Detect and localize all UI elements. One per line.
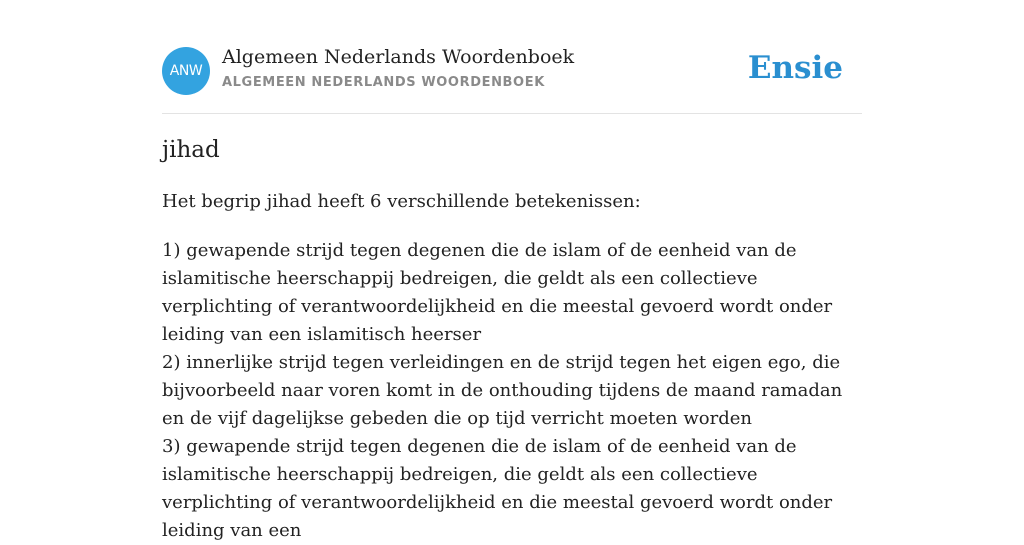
anw-logo[interactable]: ANW	[162, 47, 210, 95]
definition-item: 1) gewapende strijd tegen degenen die de islam of de eenheid van de islamitische heerschappij bedreigen, die geldt als een collectieve verplichting of verantwoordelijkheid en die meestal gevoerd wordt onder leiding van een islamitisch heerser	[162, 240, 833, 345]
definition-list	[162, 237, 862, 545]
entry-intro: Het begrip jihad heeft 6 verschillende betekenissen:	[162, 191, 641, 212]
definition-item: 2) innerlijke strijd tegen verleidingen en de strijd tegen het eigen ego, die bijvoorbeeld naar voren komt in de onthouding tijdens de maand ramadan en de vijf dagelijkse gebeden die op tijd verricht moeten worden	[162, 352, 843, 429]
ensie-brand-logo[interactable]: Ensie	[747, 50, 843, 86]
entry-headword: jihad	[162, 137, 220, 163]
definition-item: 3) gewapende strijd tegen degenen die de islam of de eenheid van de islamitische heerschappij bedreigen, die geldt als een collectieve verplichting of verantwoordelijkheid en die meestal gevoerd wordt onder leiding van een	[162, 436, 833, 541]
header-divider	[162, 113, 862, 114]
site-title[interactable]: Algemeen Nederlands Woordenboek	[222, 46, 575, 68]
site-header	[162, 46, 862, 96]
site-subtitle: ALGEMEEN NEDERLANDS WOORDENBOEK	[222, 75, 545, 90]
